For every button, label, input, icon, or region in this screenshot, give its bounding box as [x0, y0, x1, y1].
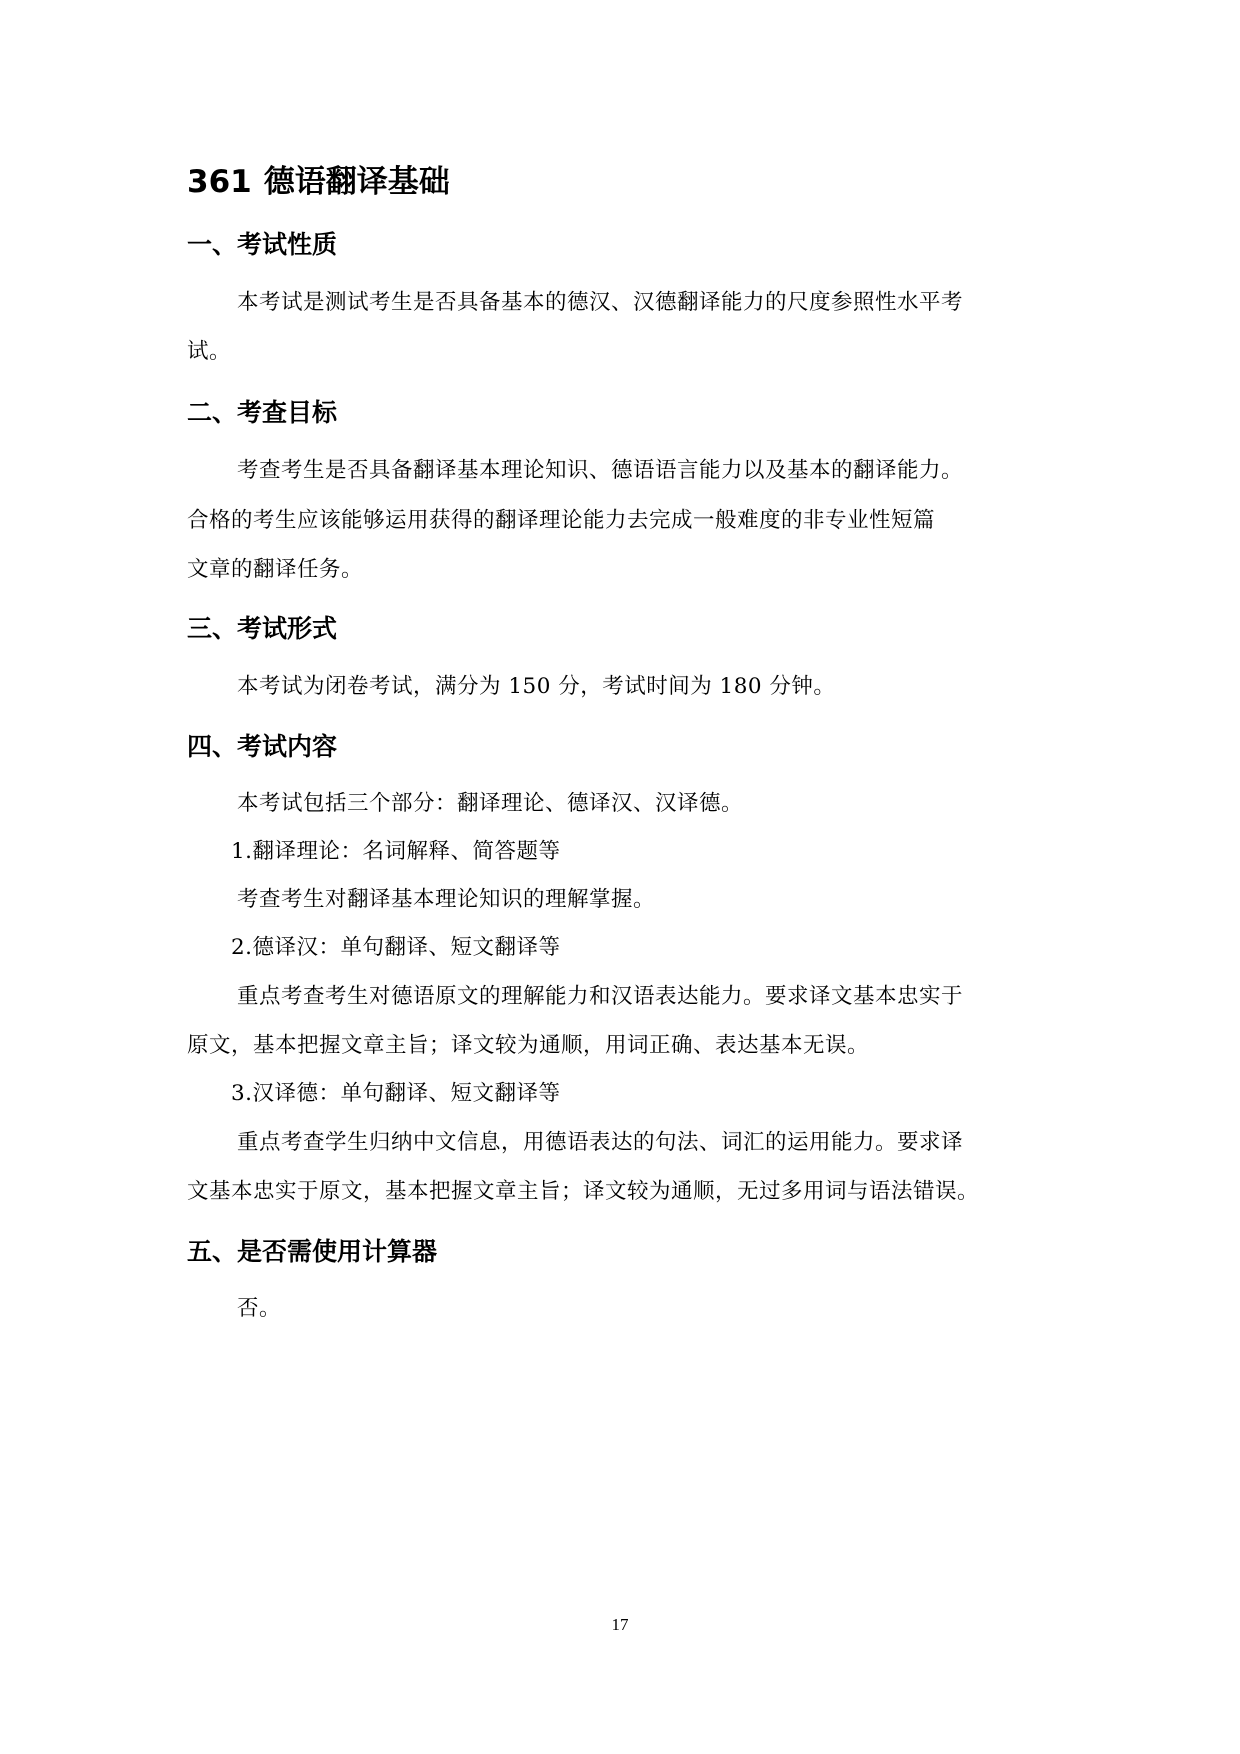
paragraph: 考查考生是否具备翻译基本理论知识、德语语言能力以及基本的翻译能力。 — [237, 458, 964, 483]
paragraph: 文章的翻译任务。 — [187, 557, 364, 582]
paragraph: 本考试为闭卷考试，满分为 150 分，考试时间为 180 分钟。 — [237, 674, 836, 699]
paragraph: 文基本忠实于原文，基本把握文章主旨；译文较为通顺，无过多用词与语法错误。 — [187, 1179, 980, 1204]
paragraph: 本考试包括三个部分：翻译理论、德译汉、汉译德。 — [237, 791, 744, 816]
list-item-translation-theory: 1.翻译理论：名词解释、简答题等 — [231, 839, 561, 864]
paragraph: 否。 — [237, 1296, 282, 1321]
paragraph: 重点考查学生归纳中文信息，用德语表达的句法、词汇的运用能力。要求译 — [237, 1130, 964, 1155]
paragraph: 本考试是测试考生是否具备基本的德汉、汉德翻译能力的尺度参照性水平考 — [237, 290, 964, 315]
document-title — [187, 162, 450, 202]
section-heading-exam-content: 四、考试内容 — [187, 732, 338, 761]
paragraph: 重点考查考生对德语原文的理解能力和汉语表达能力。要求译文基本忠实于 — [237, 984, 964, 1009]
section-heading-exam-nature: 一、考试性质 — [187, 230, 338, 259]
paragraph: 试。 — [187, 339, 232, 364]
list-item-chinese-to-german: 3.汉译德：单句翻译、短文翻译等 — [231, 1081, 561, 1106]
subject-name: 德语翻译基础 — [263, 164, 450, 200]
section-heading-calculator: 五、是否需使用计算器 — [187, 1237, 438, 1266]
section-heading-exam-objectives: 二、考查目标 — [187, 398, 338, 427]
subject-code: 361 — [187, 164, 252, 200]
paragraph: 考查考生对翻译基本理论知识的理解掌握。 — [237, 887, 656, 912]
paragraph: 原文，基本把握文章主旨；译文较为通顺，用词正确、表达基本无误。 — [187, 1033, 870, 1058]
paragraph: 合格的考生应该能够运用获得的翻译理论能力去完成一般难度的非专业性短篇 — [187, 508, 936, 533]
list-item-german-to-chinese: 2.德译汉：单句翻译、短文翻译等 — [231, 935, 561, 960]
page-number: 17 — [611, 1615, 629, 1634]
section-heading-exam-format: 三、考试形式 — [187, 614, 338, 643]
